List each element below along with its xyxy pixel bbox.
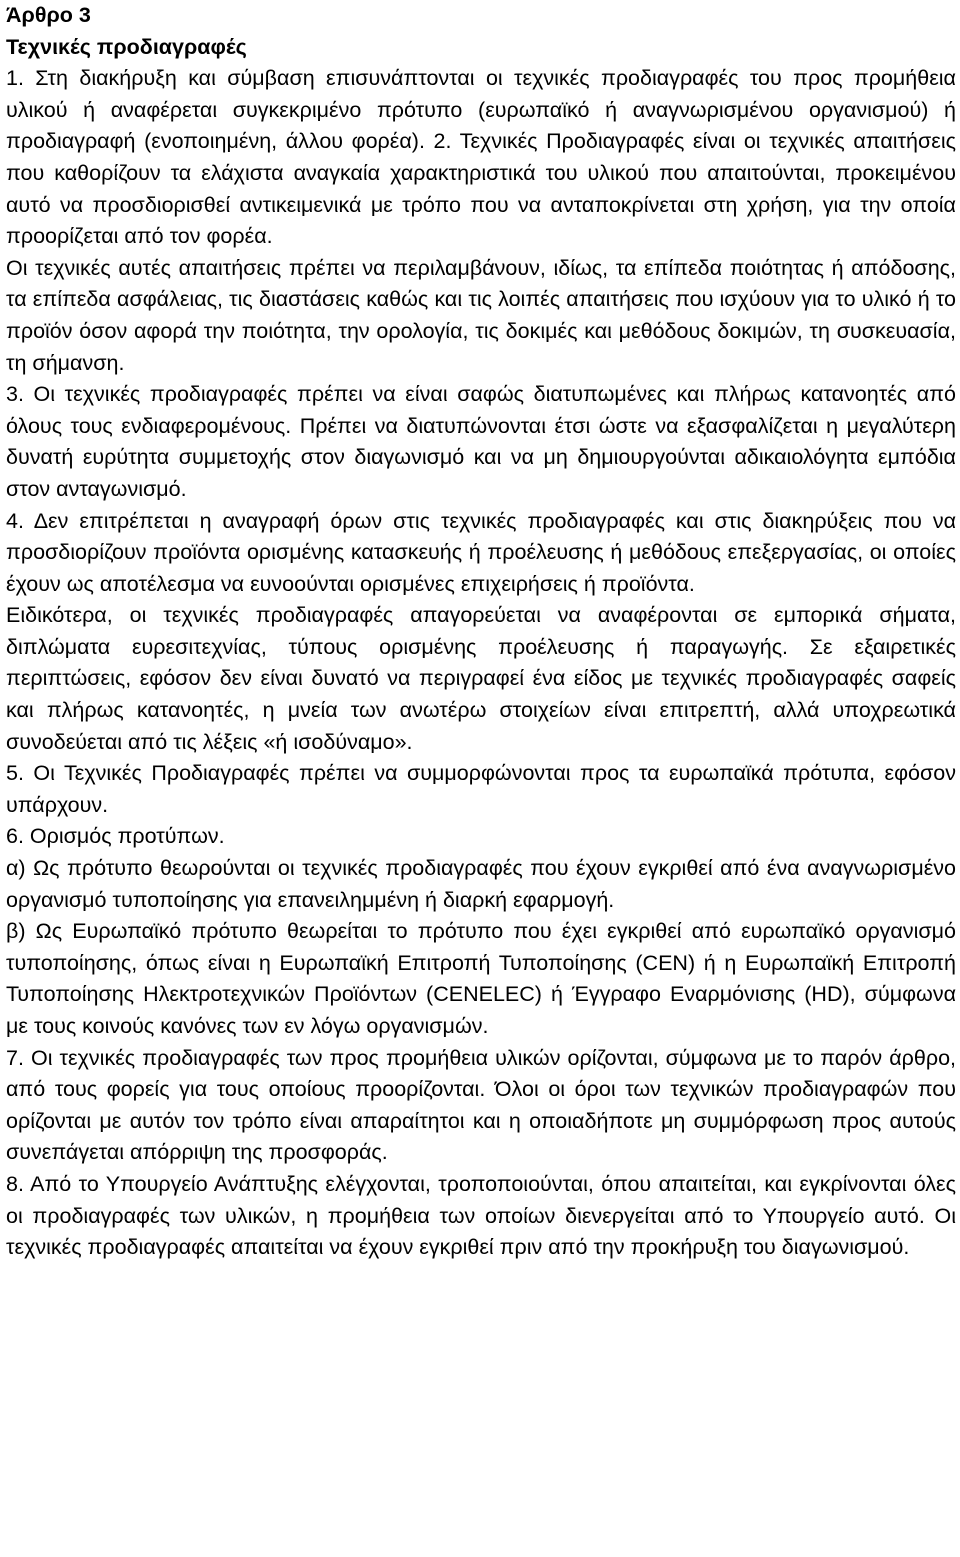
paragraph-6b: β) Ως Ευρωπαϊκό πρότυπο θεωρείται το πρότυπο που έχει εγκριθεί από ευρωπαϊκό οργανισμό τυποποίησης, όπως είναι η Ευρωπαϊκή Επιτροπή Τυποποίησης (CEN) ή η Ευρωπαϊκή Επιτροπή Τυποποίησης Ηλεκτροτεχνικών Προϊόντων (CENELEC) ή Έγγραφο Εναρμόνισης (HD), σύμφωνα με τους κοινούς κανόνες των εν λόγω οργανισμών.	[6, 919, 956, 1038]
article-title: Τεχνικές προδιαγραφές	[6, 34, 247, 59]
paragraph-1-2: 1. Στη διακήρυξη και σύμβαση επισυνάπτονται οι τεχνικές προδιαγραφές του προς προμήθεια υλικού ή αναφέρεται συγκεκριμένο πρότυπο (ευρωπαϊκό ή αναγνωρισμένου οργανισμού) ή προδιαγραφή (ενοποιημένη, άλλου φορέα). 2. Τεχνικές Προδιαγραφές είναι οι τεχνικές απαιτήσεις που καθορίζουν τα ελάχιστα αναγκαία χαρακτηριστικά του υλικού που απαιτούνται, προκειμένου αυτό να προσδιορισθεί αντικειμενικά με τρόπο που να ανταποκρίνεται στη χρήση, για την οποία προορίζεται από τον φορέα.	[6, 66, 956, 249]
paragraph-5: 5. Οι Τεχνικές Προδιαγραφές πρέπει να συμμορφώνονται προς τα ευρωπαϊκά πρότυπα, εφόσον υπάρχουν.	[6, 761, 956, 817]
paragraph-3: 3. Οι τεχνικές προδιαγραφές πρέπει να είναι σαφώς διατυπωμένες και πλήρως κατανοητές από όλους τους ενδιαφερομένους. Πρέπει να διατυπώνονται έτσι ώστε να εξασφαλίζεται η μεγαλύτερη δυνατή ευρύτητα συμμετοχής στον διαγωνισμό και να μη δημιουργούνται αδικαιολόγητα εμπόδια στον ανταγωνισμό.	[6, 382, 956, 501]
paragraph-4: 4. Δεν επιτρέπεται η αναγραφή όρων στις τεχνικές προδιαγραφές και στις διακηρύξεις που να προσδιορίζουν προϊόντα ορισμένης κατασκευής ή προέλευσης ή μεθόδους επεξεργασίας, οι οποίες έχουν ως αποτέλεσμα να ευνοούνται ορισμένες επιχειρήσεις ή προϊόντα.	[6, 508, 956, 596]
article-number: Άρθρο 3	[6, 3, 91, 27]
paragraph-6a: α) Ως πρότυπο θεωρούνται οι τεχνικές προδιαγραφές που έχουν εγκριθεί από ένα αναγνωρισμένο οργανισμό τυποποίησης για επανειλημμένη ή διαρκή εφαρμογή.	[6, 856, 956, 912]
paragraph-6: 6. Ορισμός προτύπων.	[6, 824, 225, 849]
paragraph-specifically: Ειδικότερα, οι τεχνικές προδιαγραφές απαγορεύεται να αναφέρονται σε εμπορικά σήματα, διπλώματα ευρεσιτεχνίας, τύπους ορισμένης προέλευσης ή παραγωγής. Σε εξαιρετικές περιπτώσεις, εφόσον δεν είναι δυνατό να περιγραφεί ένα είδος με τεχνικές προδιαγραφές σαφείς και πλήρως κατανοητές, η μνεία των ανωτέρω στοιχείων είναι επιτρεπτή, αλλά υποχρεωτικά συνοδεύεται από τις λέξεις «ή ισοδύναμο».	[6, 603, 956, 754]
paragraph-8: 8. Από το Υπουργείο Ανάπτυξης ελέγχονται, τροποποιούνται, όπου απαιτείται, και εγκρίνονται όλες οι προδιαγραφές των υλικών, η προμήθεια των οποίων διενεργείται από το Υπουργείο αυτό. Οι τεχνικές προδιαγραφές απαιτείται να έχουν εγκριθεί πριν από την προκήρυξη του διαγωνισμού.	[6, 1171, 956, 1260]
paragraph-7: 7. Οι τεχνικές προδιαγραφές των προς προμήθεια υλικών ορίζονται, σύμφωνα με το παρόν άρθρο, από τους φορείς για τους οποίους προορίζονται. Όλοι οι όροι των τεχνικών προδιαγραφών που ορίζονται με αυτόν τον τρόπο είναι απαραίτητοι και η οποιαδήποτε μη συμμόρφωση προς αυτούς συνεπάγεται απόρριψη της προσφοράς.	[6, 1045, 956, 1165]
paragraph-requirements: Οι τεχνικές αυτές απαιτήσεις πρέπει να περιλαμβάνουν, ιδίως, τα επίπεδα ποιότητας ή απόδοσης, τα επίπεδα ασφάλειας, τις διαστάσεις καθώς και τις λοιπές απαιτήσεις που ισχύουν για το υλικό ή το προϊόν όσον αφορά την ποιότητα, την ορολογία, τις δοκιμές και μεθόδους δοκιμών, τη συσκευασία, τη σήμανση.	[6, 255, 956, 375]
